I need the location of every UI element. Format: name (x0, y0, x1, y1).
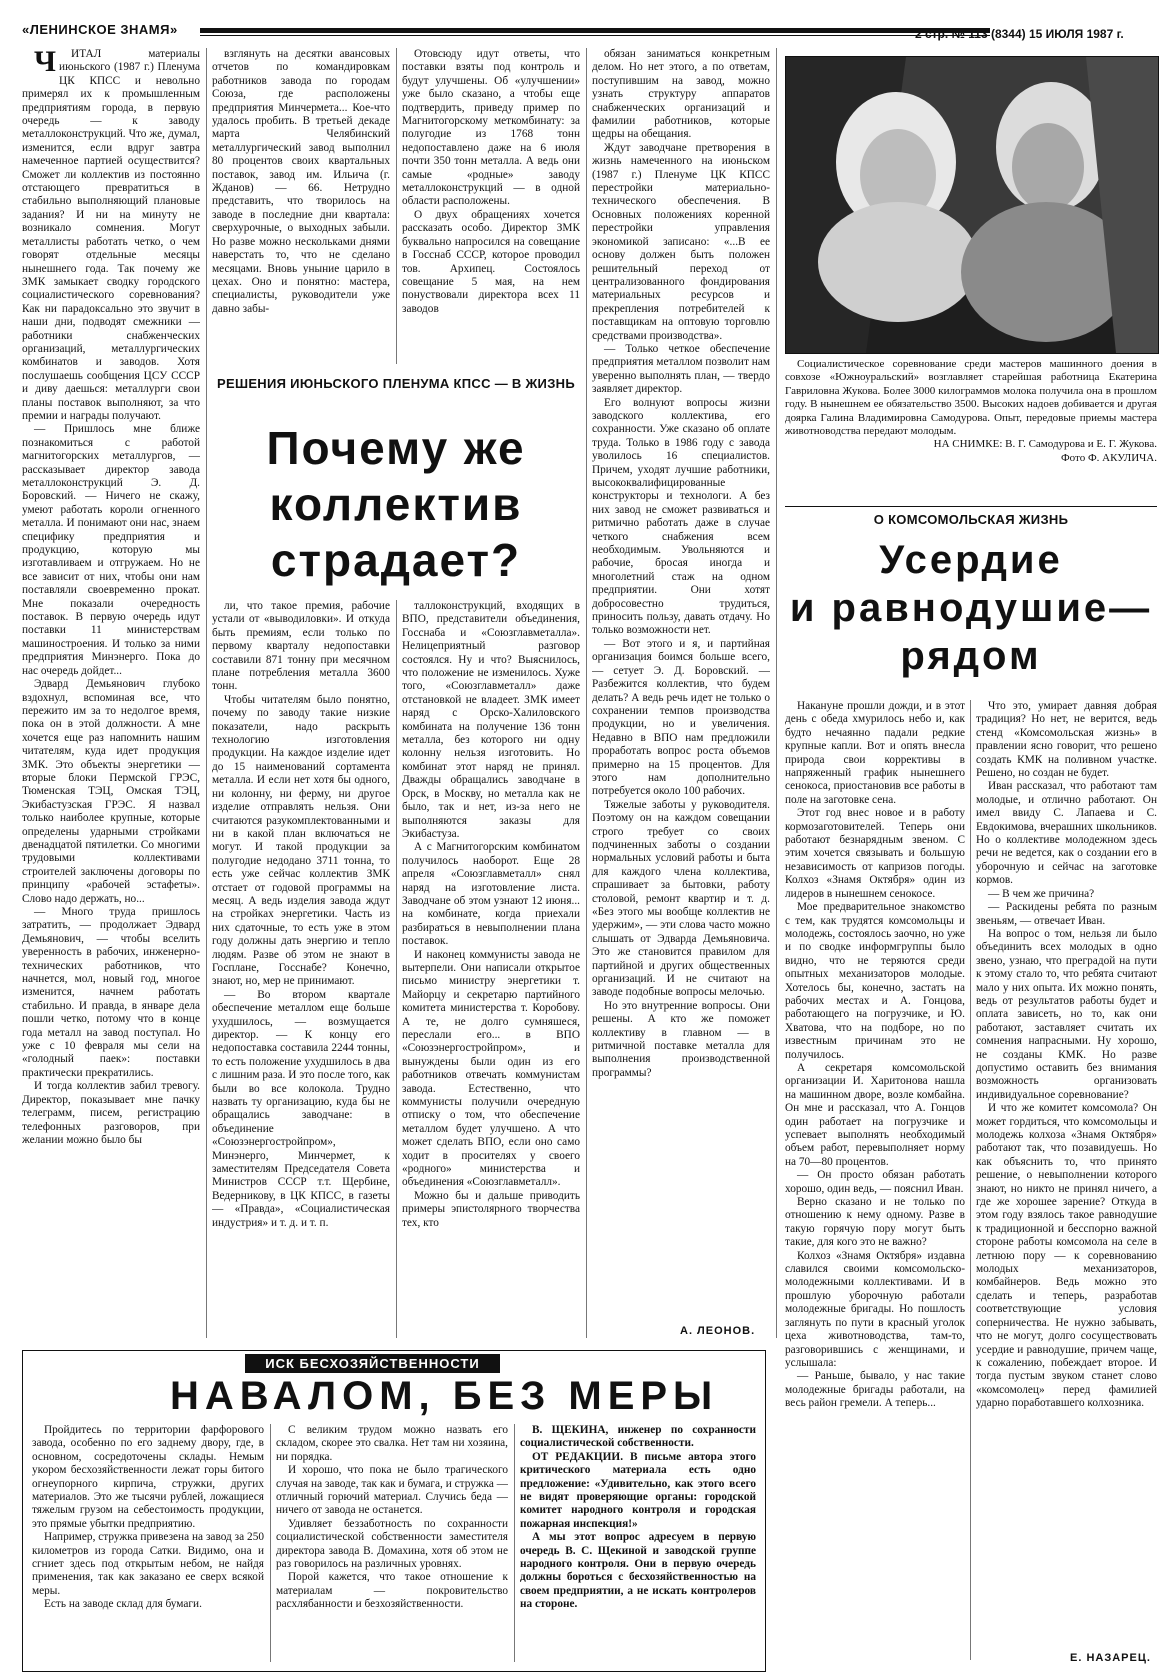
paragraph: Накануне прошли дожди, и в этот день с обеда хмурилось небо и, как будто нечаянно падали редкие крупные капли. Вот и опять внесла природа свои коррективы в напряженный график нынешнего сенокоса, приостановив все работы в поле на заготовке сена. (785, 700, 965, 806)
komsomol-signature: Е. НАЗАРЕЦ. (1070, 1652, 1151, 1664)
photo-caption (785, 358, 1157, 465)
paragraph: А секретаря комсомольской организации И. Харитонова нашла на машинном дворе, возле комбайна. Он мне и рассказал, что А. Гонцов один работает на погрузчике и успевает выполнять необходимый объем работ, перевыполняет норму на 70—80 процентов. (785, 1061, 965, 1168)
paragraph: Эдвард Демьянович глубоко вздохнул, вспоминая все, что пережито им за то недолгое время, пока он в этой должности. А мне хочется еще раз напомнить нашим читателям, куда идет продукция ЗМК. Это объекты энергетики — вторые блоки Пермской ГРЭС, Тюменская ТЭЦ, Омская ТЭЦ, Экибастузская ГРЭС. Я назвал только наиболее крупные, которые определены ударными стройками двенадцатой пятилетки. Со многими трудовыми коллективами строителей заключены договоры по принципу «рабочей эстафеты». Слово надо держать, но... (22, 678, 200, 905)
bottom-article-headline: НАВАЛОМ, БЕЗ МЕРЫ (170, 1374, 719, 1418)
paragraph: И что же комитет комсомола? Он может гордиться, что комсомольцы и молодежь колхоза «Знамя Октября» работают так, что позавидуешь. Но как объяснить то, что принято решение, о невыполнении которого знают, но никто не принял ничего, а где же хорошее зарение? Откуда в этом году взялось такое равнодушие к традиционной и бесспорно важной стороне работы комсомола на селе в летнюю пору — к соревнованию молодых механизаторов, комбайнеров. Ведь можно это сделать и теперь, разработав соответствующие условия соперничества. Не нужно забывать, что не могут, долго сосуществовать усердие и равнодушие, причем чаще, к сожалению, побеждает второе. И тогда пустым звуком станет слово «комсомолец» перед фамилией ударно поработавшего колхозника. (976, 1102, 1157, 1410)
header-rule (200, 28, 990, 33)
main-article-col-6 (402, 600, 580, 1338)
main-article-headline (212, 420, 580, 588)
bottom-article-col-2 (276, 1424, 508, 1664)
paragraph: — Вот этого и я, и партийная организация боимся больше всего, — сетует Э. Д. Боровский. — Разбежится коллектив, что будем делать? А ведь речь идет не только о сохранении темпов производства продукции, но и увеличения. Недавно в ВПО нам предложили проработать вопрос роста объемов примерно на 15 процентов. Для этого нам дополнительно потребуется около 100 рабочих. (592, 637, 770, 798)
main-article-rubric: РЕШЕНИЯ ИЮНЬСКОГО ПЛЕНУМА КПСС — В ЖИЗНЬ (217, 376, 575, 391)
paragraph: — Он просто обязан работать хорошо, один ведь, — пояснил Иван. (785, 1169, 965, 1195)
bottom-article-rubric: ИСК БЕСХОЗЯЙСТВЕННОСТИ (245, 1354, 500, 1373)
paragraph: В. ЩЕКИНА, инженер по сохранности социалистической собственности. (520, 1424, 756, 1450)
main-article-col-4 (592, 48, 770, 1338)
paragraph: Отовсюду идут ответы, что поставки взяты под контроль и будут улучшены. Об «улучшении» уже было сказано, а чтобы еще подтвердить, приведу пример по Магнитогорскому меткомбинату: за полугодие из 1768 тонн недопоставлено даже на 6 июля почти 350 тонн металла. А ведь они самые «родные» заводу металлоконструкций — в одной области расположены. (402, 48, 580, 208)
column-divider (586, 48, 587, 1338)
paragraph: Порой кажется, что такое отношение к материалам — покровительство расхлябанности и безхозяйственности. (276, 1571, 508, 1611)
column-divider (270, 1424, 271, 1662)
caption-on-photo: НА СНИМКЕ: В. Г. Самодурова и Е. Г. Жукова. (933, 438, 1157, 451)
column-divider (206, 48, 207, 1338)
paragraph: взглянуть на десятки авансовых отчетов по командировкам работников завода по городам Союза, где расположены предприятия Минчермета... Кое-что удалось пробить. В третьей декаде марта Челябинский металлургический завод выполнил 80 процентов своих квартальных поставок, завод им. Ильича (г. Жданов) — 66. Нетрудно представить, что творилось на заводе в последние дни квартала: сверхурочные, о выходных забыли. Но разве можно нескольками днями наверстать то, что не сделано месяцами. Вновь уныние царило в цехах. Оно и понятно: мастера, специалисты, руководители уже давно забы- (212, 48, 390, 315)
komsomol-col-2 (976, 700, 1157, 1645)
column-divider (970, 700, 971, 1660)
paragraph: ОТ РЕДАКЦИИ. В письме автора этого критического материала есть одно предложение: «Удивительно, как этого всего не видят проверяющие органы: городской комитет народного контроля и городская пожарная инспекция!» (520, 1450, 756, 1530)
komsomol-headline (785, 536, 1157, 680)
header-rule-thin (200, 35, 990, 36)
caption-text: Социалистическое соревнование среди мастеров машинного доения в совхозе «Южноуральский» возглавляет старейшая работница Екатерина Гавриловна Жукова. Более 3000 килограммов молока получила она в прошлом году. В нынешнем ее обязательство 3500. Высоких надоев добивается и другая доярка Галина Владимировна Самодурова. Опыт, передовые приемы мастера животноводства передают молодым. (785, 358, 1157, 438)
masthead: «ЛЕНИНСКОЕ ЗНАМЯ» (22, 22, 178, 37)
headline-line: Почему же (266, 422, 526, 474)
page-info: 2 стр. № 113 (8344) 15 ИЮЛЯ 1987 г. (915, 27, 1124, 41)
paragraph: Тяжелые заботы у руководителя. Поэтому он на каждом совещании строго требует со своих подчиненных заботы о создании нормальных условий работы и быта для каждого члена коллектива, спрашивает за бытовки, работу столовой, ремонт квартир и т. д. «Без этого мы вообще коллектив не удержим», — эти слова часто можно слышать от Эдварда Демьяновича. Это же становится правилом для партийной и других общественных организаций. И не считают на заводе подобные вопросы мелочью. (592, 798, 770, 999)
bottom-article-col-1 (32, 1424, 264, 1664)
paragraph: Есть на заводе склад для бумаги. (44, 1598, 202, 1611)
paragraph: Этот год внес новое и в работу кормозаготовителей. Теперь они работают безнарядным звеном. С этим хочется связывать и большую независимость от капризов погоды. Колхоз «Знамя Октября» один из лидеров в нынешнем сенокосе. (785, 807, 965, 900)
column-divider (396, 600, 397, 1338)
main-article-col-5 (212, 600, 390, 1338)
paragraph: Удивляет беззаботность по сохранности социалистической собственности заместителя директора завода В. Домахина, хотя об этом не раз говорилось на различных уровнях. (276, 1517, 508, 1571)
paragraph: А с Магнитогорским комбинатом получилось наоборот. Еще 28 апреля «Союзглавметалл» снял наряд на изготовление листа. Заводчане об этом узнают 12 июня... на комбинате, когда приехали разбираться в невыполнении плана поставок. (402, 841, 580, 948)
komsomol-col-1 (785, 700, 965, 1660)
paragraph: Пройдитесь по территории фарфорового завода, особенно по его заднему двору, где, в основном, сосредоточены склады. Немым укором бесхозяйственности лежат горы битого огнеупорного кирпича, стружки, других материалов. Это же тысячи рублей, ложащиеся тяжелым грузом на себестоимость продукции, это прямые убытки предприятию. (32, 1424, 264, 1530)
paragraph: — Раньше, бывало, у нас такие молодежные бригады работали, на весь район гремели. А теперь... (785, 1370, 965, 1410)
paragraph: Чтобы читателям было понятно, почему по заводу такие низкие показатели, надо раскрыть технологию изготовления продукции. На каждое изделие идет до 15 наименований сортамента металла. И если нет хотя бы одного, ни колонну, ни ферму, ни другое изделие отправлять нельзя. Они считаются разукомплектованными и ни в какой план включаться не могут. И такой продукции за полугодие недодано 3711 тонна, то есть уже сейчас коллектив ЗМК отстает от годовой программы на месяц. А ведь изделия завода ждут на стройках энергетики. Часть из них сдаточные, то есть уже в этом году должны дать энергию и тепло людям. Разве об этом не знают в Госплане, Госснабе? Конечно, знают, но, мер не принимают. (212, 693, 390, 988)
main-article-col-2 (212, 48, 390, 364)
paragraph: С великим трудом можно назвать его складом, скорее это свалка. Нет там ни хозяина, ни порядка. (276, 1424, 508, 1463)
paragraph: О двух обращениях хочется рассказать особо. Директор ЗМК буквально напросился на совещание в Госснаб СССР, которое проводил тов. Архипец. Состоялось совещание 5 мая, на нем понуствовали директора всех 11 заводов (402, 208, 580, 315)
paragraph: На вопрос о том, нельзя ли было объединить всех молодых в одно звено, узнаю, что преградой на пути к этому стало то, что ребята считают мало у них опыта. Их можно понять, ведь от результатов работы будет и оплата зависеть, но то, как они работают, заставляет считать их сомнения напрасными. Ну хорошо, не созданы КМК. Но разве допустимо оставить без внимания возможность организовать индивидуальное соревнование? (976, 927, 1157, 1101)
column-divider (514, 1424, 515, 1662)
paragraph: И тогда коллектив забил тревогу. Директор, показывает мне пачку телеграмм, писем, регистрацию телефонных разговоров, при желании можно было бы (22, 1080, 200, 1146)
bottom-article-col-3 (520, 1424, 756, 1664)
main-article-signature: А. ЛЕОНОВ. (680, 1325, 756, 1337)
section-rule (785, 506, 1157, 507)
headline-line: рядом (900, 634, 1042, 678)
paragraph: Мое предварительное знакомство с тем, как трудятся комсомольцы и молодежь, состоялось заочно, но уже и по сводке информгруппы было видно, что не теряются среди опытных механизаторов молодые. Хотелось бы, конечно, застать на рабочих местах и А. Гонцова, работающего на погрузчике, и Ю. Хватова, что на подборе, но по известным причинам это не получилось. (785, 901, 965, 1061)
paragraph: — Во втором квартале обеспечение металлом еще больше ухудшилось, — возмущается директор. — К концу его недопоставка составила 2244 тонны, то есть положение ухудшилось в два с лишним раза. И это после того, как были во все колокола. Трудно назвать ту организацию, куда бы не обращались заводчане: в объединение «Союзэнергостройпром», Минэнерго, Минчермет, к заместителям Председателя Совета Министров СССР т.т. Щербине, Ведерникову, в ЦК КПСС, в газеты — «Правда», «Социалистическая индустрия» и т. д. и т. п. (212, 988, 390, 1229)
paragraph: Его волнуют вопросы жизни заводского коллектива, его сохранности. Уже сказано об оплате труда. Только в 1986 году с завода уволилось 16 специалистов. Причем, уходят лучшие работники, высококвалифицированные конструкторы и технологи. А без них завод не сможет развиваться и ритмично работать даже в случае четкого снабжения всем необходимым. Увольняются и рабочие, бросая иногда и многолетний стаж на одном предприятии. Они хотят добросовестно трудиться, приносить пользу, давать отдачу. Но только возможности нет. (592, 396, 770, 637)
paragraph: Иван рассказал, что работают там молодые, и отлично работают. Он имел ввиду С. Лапаева и С. Евдокимова, вчерашних школьников. Но о коллективе молодежном здесь речи не ведется, как о создании его в уборочную и сейчас на заготовке кормов. (976, 780, 1157, 887)
headline-line: коллектив (269, 478, 523, 530)
main-article-col-3 (402, 48, 580, 364)
column-divider (396, 48, 397, 364)
paragraph: обязан заниматься конкретным делом. Но нет этого, а по ответам, поступившим на завод, можно узнать структуру аппаратов снабженческих организаций и фамилии работников, которые щедры на обещания. (592, 48, 770, 141)
komsomol-rubric: О КОМСОМОЛЬСКАЯ ЖИЗНЬ (873, 512, 1069, 527)
headline-line: страдает? (270, 534, 522, 586)
paragraph: ли, что такое премия, рабочие устали от «выводиловки». И откуда быть премиям, если только по первому кварталу недопоставки составили 871 тонну при месячном плане потребления металла 3600 тонн. (212, 600, 390, 693)
paragraph: Но это внутренние вопросы. Они решены. А кто же поможет коллективу в главном — в ритмичной поставке металла для выполнения производственной программы? (592, 999, 770, 1079)
column-divider (776, 48, 777, 1338)
paragraph: Можно бы и дальше приводить примеры эпистолярного творчества тех, кто (402, 1189, 580, 1229)
paragraph: Например, стружка привезена на завод за 250 километров из города Сатки. Видимо, она и сгниет здесь под открытым небом, не найдя применения, так как заказано ее сверх всякой меры. (32, 1531, 264, 1597)
paragraph: — Раскидены ребята по разным звеньям, — отвечает Иван. (976, 901, 1157, 927)
paragraph: — Много труда пришлось затратить, — продолжает Эдвард Демьянович, — чтобы вселить уверенность в рабочих, инженерно-технических работников, что начнется, мол, новый год, многое изменится, начнем работать стабильно. И правда, в январе дела пошли четко, потому что в конце года металл на завод поступал. Но уже с 10 февраля мы сели на «голодный паек»: поставки практически прекратились. (22, 906, 200, 1079)
paragraph: Колхоз «Знамя Октября» издавна славился своими комсомольско-молодежными коллективами. И в прошлую уборочную работали молодежные бригады. Но пошлость заглянуть по пути в красный уголок цеха животноводства, там-то, разговорившись с женщинами, и услышала: (785, 1249, 965, 1369)
paragraph: ЧИТАЛ материалы июньского (1987 г.) Пленума ЦК КПСС и невольно примерял их к промышленным предприятиям города, в первую очередь — к заводу металлоконструкций. Что же, думал, изменится, если вдруг завтра намеченное партией осуществится? Сможет ли коллектив из постоянно отстающего превратиться в стабильно выполняющий плановые задания? И ни на минуту не возникало сомнения. Могут металлисты работать четко, о чем говорят отдельные месяцы нынешнего года. Так почему же ЗМК замыкает сводку городского социалистического соревнования? Как ни парадоксально это звучит в наши дни, подводят смежники — работники снабженческих организаций, металлургических комбинатов и заводов. Хотя послушаешь сообщения ЦСУ СССР и диву даешься: металлурги свои планы поставок выполняют, за что премии и награды получают. (22, 48, 200, 422)
paragraph: таллоконструкций, входящих в ВПО, представители объединения, Госснаба и «Союзглавметалла». Нелицеприятный разговор состоялся. Ну и что? Выяснилось, что положение не изменилось. Хуже того, «Союзглавметалл» даже отстановкой не владеет. ЗМК имеет наряд с Орско-Халиловского комбината на получение 136 тонн металла, без которого ни одну колонну нельзя изготовить. Но комбинат этот наряд не принял. Дважды обращались заводчане в Орск, в Москву, но металла как не было, так и нет, из-за него не выполняются заказы для Экибастуза. (402, 600, 580, 840)
paragraph: Что это, умирает давняя добрая традиция? Но нет, не верится, ведь стенд «Комсомольская жизнь» в правлении ясно говорит, что решено создать КМК на поливном участке. Решено, но создан не будет. (976, 700, 1157, 780)
paragraph: Верно сказано и не только по отношению к нему одному. Разве в такую горячую пору могут быть такие, для кого это не важно? (785, 1196, 965, 1249)
paragraph: — Только четкое обеспечение предприятия металлом позволит нам уверенно выполнять план, — твердо заявляет директор. (592, 342, 770, 396)
paragraph: И наконец коммунисты завода не вытерпели. Они написали открытое письмо министру энергетики т. Майорцу и секретарю партийного комитета министерства т. Коробову. А те, не долго сумняшеся, переслали его... в ВПО «Союзэнергостройпром», и вынуждены были один из его работников отвечать коммунистам завода. Естественно, что коммунисты получили очередную отписку о том, что обеспечение металлом будет улучшено. А что может сделать ВПО, если оно само ходит в просителях у своего «родного» министерства и объединения «Союзглавметалл». (402, 948, 580, 1189)
photo-credit: Фото Ф. АКУЛИЧА. (1060, 451, 1157, 464)
photo-milkmaids (785, 56, 1159, 354)
paragraph: Ждут заводчане претворения в жизнь намеченного на июньском (1987 г.) Пленуме ЦК КПСС перестройки материально-технического обеспечения. В Основных положениях коренной перестройки управления экономикой записано: «...В ее основу должен быть положен решительный переход от централизованного фондирования материальных ресурсов и прекрепления потребителей к поставщикам на оптовую торговлю средствами производства». (592, 141, 770, 342)
paragraph: А мы этот вопрос адресуем в первую очередь В. С. Щекиной и заводской группе народного контроля. Они в первую очередь должны бороться с бесхозяйственностью на своем предприятии, а не искать контролеров на стороне. (520, 1531, 756, 1611)
paragraph: — В чем же причина? (988, 887, 1095, 900)
paragraph: — Пришлось мне ближе познакомиться с работой магнитогорских металлургов, — рассказывает директор завода металлоконструкций Э. Д. Боровский. — Ничего не скажу, умеют работать короли огненного металла. И понимают они нас, знаем специфику предприятия и продукцию, которую мы изготавливаем и отгружаем. Но не все зависит от них, чтобы они нам поставляли своевременно прокат. Мне показали очередность поставок. В первую очередь идут поставки 11 министерствам машиностроения. И только за ними предприятия Минэнерго. Пока до нас очередь дойдет... (22, 423, 200, 677)
paragraph: И хорошо, что пока не было трагического случая на заводе, так как и бумага, и стружка — отличный горючий материал. Случись беда — ничего от завода не останется. (276, 1464, 508, 1517)
headline-line: и равнодушие— (789, 586, 1153, 630)
main-article-col-1 (22, 48, 200, 1338)
headline-line: Усердие (879, 538, 1063, 582)
photo-image (786, 57, 1158, 353)
